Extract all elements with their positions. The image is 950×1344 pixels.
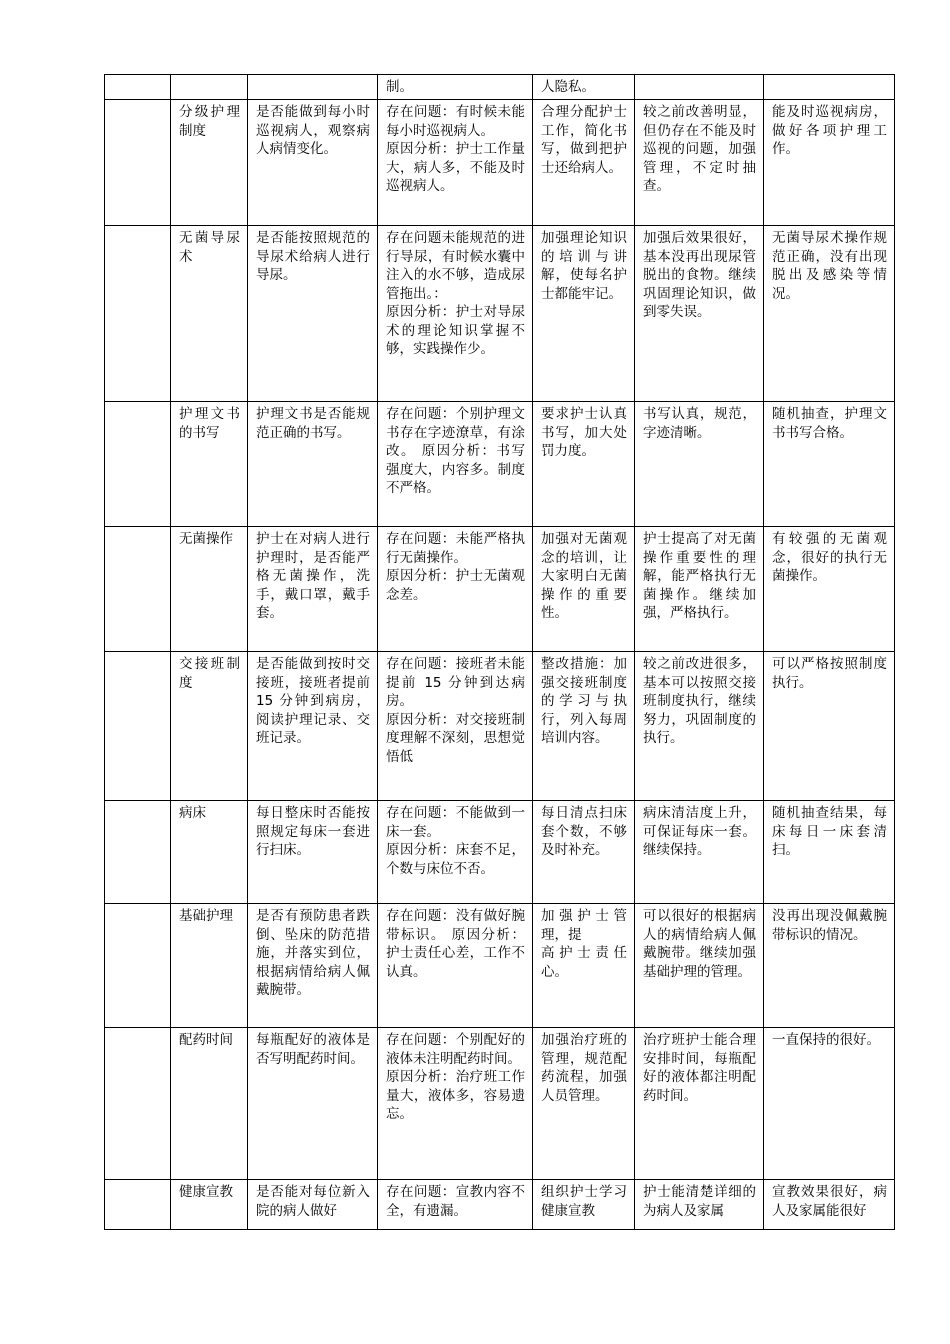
table-cell xyxy=(105,100,171,226)
effect-cell: 加强后效果很好，基本没再出现尿管脱出的食物。继续巩固理论知识，做到零失误。 xyxy=(635,226,764,402)
item-name-cell: 配药时间 xyxy=(171,1028,248,1180)
problem-analysis-cell: 存在问题：没有做好腕带标识。 原因分析：护士责任心差，工作不认真。 xyxy=(378,904,533,1028)
result-cell: 随机抽查结果，每床每日一床套清扫。 xyxy=(764,801,895,904)
problem-analysis-cell: 存在问题：个别护理文书存在字迹潦草，有涂改。 原因分析：书写强度大，内容多。制度不严格。 xyxy=(378,402,533,527)
result-cell: 一直保持的很好。 xyxy=(764,1028,895,1180)
check-standard-cell: 是否能做到每小时巡视病人，观察病人病情变化。 xyxy=(248,100,378,226)
result-cell: 随机抽查，护理文书书写合格。 xyxy=(764,402,895,527)
measure-cell: 组织护士学习健康宣教 xyxy=(533,1180,635,1230)
check-standard-cell: 是否能按照规范的导尿术给病人进行导尿。 xyxy=(248,226,378,402)
item-name-cell: 基础护理 xyxy=(171,904,248,1028)
table-cell xyxy=(105,527,171,652)
table-cell xyxy=(105,75,171,100)
table-row xyxy=(105,652,895,801)
effect-cell: 可以很好的根据病人的病情给病人佩戴腕带。继续加强基础护理的管理。 xyxy=(635,904,764,1028)
check-standard-cell: 是否能做到按时交接班，接班者提前 15 分钟到病房，阅读护理记录、交班记录。 xyxy=(248,652,378,801)
table-row xyxy=(105,75,895,100)
table-cell xyxy=(248,75,378,100)
problem-analysis-cell: 存在问题：宣教内容不全，有遗漏。 xyxy=(378,1180,533,1230)
table-cell xyxy=(105,402,171,527)
measure-cell: 合理分配护士工作，简化书写，做到把护士还给病人。 xyxy=(533,100,635,226)
effect-cell: 护士能清楚详细的为病人及家属 xyxy=(635,1180,764,1230)
problem-analysis-cell: 存在问题：接班者未能提前 15 分钟到达病房。 原因分析：对交接班制度理解不深刻，思想觉悟低 xyxy=(378,652,533,801)
table-row xyxy=(105,904,895,1028)
table-row xyxy=(105,226,895,402)
check-standard-cell: 护理文书是否能规范正确的书写。 xyxy=(248,402,378,527)
problem-analysis-cell: 存在问题：不能做到一床一套。 原因分析：床套不足，个数与床位不否。 xyxy=(378,801,533,904)
result-cell: 可以严格按照制度执行。 xyxy=(764,652,895,801)
effect-cell: 较之前改进很多，基本可以按照交接班制度执行，继续努力，巩固制度的执行。 xyxy=(635,652,764,801)
measure-cell: 加强护士管理，提 高护士责任心。 xyxy=(533,904,635,1028)
result-cell: 有较强的无菌观念，很好的执行无菌操作。 xyxy=(764,527,895,652)
item-name-cell: 无菌操作 xyxy=(171,527,248,652)
result-cell: 宣教效果很好，病人及家属能很好 xyxy=(764,1180,895,1230)
effect-cell: 书写认真，规范，字迹清晰。 xyxy=(635,402,764,527)
table-row xyxy=(105,1028,895,1180)
table-cell xyxy=(105,1180,171,1230)
check-standard-cell: 护士在对病人进行护理时，是否能严格无菌操作，洗手，戴口罩，戴手套。 xyxy=(248,527,378,652)
item-name-cell: 健康宣教 xyxy=(171,1180,248,1230)
effect-cell: 病床清洁度上升，可保证每床一套。继续保持。 xyxy=(635,801,764,904)
measure-cell: 加强理论知识的培训与讲解，使每名护士都能牢记。 xyxy=(533,226,635,402)
effect-cell: 较之前改善明显，但仍存在不能及时巡视的问题，加强管理，不定时抽查。 xyxy=(635,100,764,226)
item-name-cell: 护理文书的书写 xyxy=(171,402,248,527)
check-standard-cell: 是否能对每位新入院的病人做好 xyxy=(248,1180,378,1230)
table-cell xyxy=(105,904,171,1028)
result-cell: 无菌导尿术操作规范正确，没有出现脱出及感染等情况。 xyxy=(764,226,895,402)
table-cell: 人隐私。 xyxy=(533,75,635,100)
table-row xyxy=(105,527,895,652)
measure-cell: 加强对无菌观念的培训，让大家明白无菌操作的重要性。 xyxy=(533,527,635,652)
table-cell xyxy=(171,75,248,100)
problem-analysis-cell: 存在问题：有时候未能每小时巡视病人。 原因分析：护士工作量大，病人多，不能及时巡视病人。 xyxy=(378,100,533,226)
check-standard-cell: 是否有预防患者跌倒、坠床的防范措施，并落实到位，根据病情给病人佩戴腕带。 xyxy=(248,904,378,1028)
item-name-cell: 分级护理制度 xyxy=(171,100,248,226)
measure-cell: 整改措施：加强交接班制度的学习与执行，列入每周培训内容。 xyxy=(533,652,635,801)
check-standard-cell: 每日整床时否能按照规定每床一套进行扫床。 xyxy=(248,801,378,904)
table-row xyxy=(105,402,895,527)
item-name-cell: 病床 xyxy=(171,801,248,904)
measure-cell: 要求护士认真书写，加大处罚力度。 xyxy=(533,402,635,527)
item-name-cell: 无菌导尿术 xyxy=(171,226,248,402)
table-cell xyxy=(105,1028,171,1180)
table-cell: 制。 xyxy=(378,75,533,100)
problem-analysis-cell: 存在问题未能规范的进行导尿，有时候水囊中注入的水不够，造成尿管拖出。： 原因分析：护士对导尿术的理论知识掌握不够，实践操作少。 xyxy=(378,226,533,402)
table-row xyxy=(105,100,895,226)
effect-cell: 治疗班护士能合理安排时间，每瓶配好的液体都注明配药时间。 xyxy=(635,1028,764,1180)
measure-cell: 每日清点扫床套个数，不够及时补充。 xyxy=(533,801,635,904)
check-standard-cell: 每瓶配好的液体是否写明配药时间。 xyxy=(248,1028,378,1180)
table-cell xyxy=(105,652,171,801)
table-cell xyxy=(764,75,895,100)
result-cell: 能及时巡视病房，做好各项护理工作。 xyxy=(764,100,895,226)
problem-analysis-cell: 存在问题：未能严格执行无菌操作。 原因分析：护士无菌观念差。 xyxy=(378,527,533,652)
effect-cell: 护士提高了对无菌操作重要性的理解，能严格执行无菌操作。继续加强，严格执行。 xyxy=(635,527,764,652)
table-cell xyxy=(105,801,171,904)
item-name-cell: 交接班制度 xyxy=(171,652,248,801)
table-row xyxy=(105,801,895,904)
nursing-quality-table xyxy=(104,74,895,1230)
problem-analysis-cell: 存在问题：个别配好的液体未注明配药时间。 原因分析：治疗班工作量大，液体多，容易遗忘。 xyxy=(378,1028,533,1180)
table-cell xyxy=(105,226,171,402)
measure-cell: 加强治疗班的管理，规范配药流程，加强人员管理。 xyxy=(533,1028,635,1180)
table-row xyxy=(105,1180,895,1230)
table-cell xyxy=(635,75,764,100)
result-cell: 没再出现没佩戴腕带标识的情况。 xyxy=(764,904,895,1028)
